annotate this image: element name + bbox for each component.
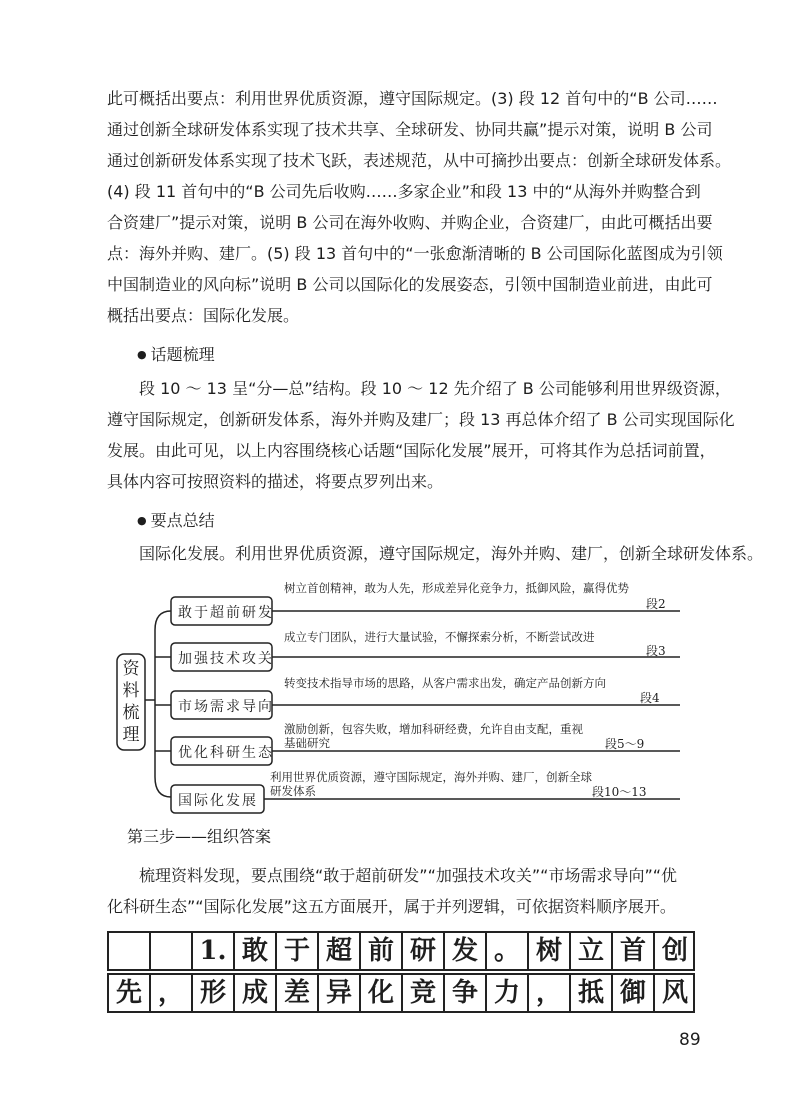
text-line: 段 10 ～ 13 呈“分—总”结构。段 10 ～ 12 先介绍了 B 公司能够利用世界级资源， [139,379,731,398]
branch-segment: 段2 [646,597,666,611]
branch-segment: 段10～13 [592,785,647,799]
text-line: 此可概括出要点：利用世界优质资源，遵守国际规定。(3) 段 12 首句中的“B 公司…… [107,89,718,108]
branch-desc: 树立首创精神，敢为人先，形成差异化竞争力，抵御风险，赢得优势 [284,581,629,595]
root-char: 理 [122,725,140,745]
branch-label: 国际化发展 [178,793,258,809]
step3-paragraph [107,860,697,922]
grid-cell: 化 [359,973,401,1013]
grid-cell: 1. [191,931,233,971]
root-char: 资 [122,659,140,679]
text-line: 概括出要点：国际化发展。 [107,306,300,325]
grid-cell: 御 [611,973,653,1013]
grid-cell: 力 [485,973,527,1013]
text-line: 发展。由此可见，以上内容围绕核心话题“国际化发展”展开，可将其作为总括词前置， [107,441,716,460]
answer-grid-row [107,931,695,971]
grid-cell: 先 [107,973,149,1013]
grid-cell: 形 [191,973,233,1013]
grid-cell: 成 [233,973,275,1013]
root-char: 梳 [122,703,140,723]
branch-segment: 段4 [640,691,660,705]
grid-cell: 于 [275,931,317,971]
summary-text: 国际化发展。利用世界优质资源，遵守国际规定，海外并购、建厂，创新全球研发体系。 [139,544,764,563]
branch-segment: 段3 [646,644,666,658]
branch-label: 加强技术攻关 [178,651,274,667]
grid-cell: 研 [401,931,443,971]
grid-cell: 抵 [569,973,611,1013]
topic-heading-text: 话题梳理 [150,345,215,364]
connector-bracket [155,611,171,797]
grid-cell: 立 [569,931,611,971]
grid-cell: 前 [359,931,401,971]
text-line: 遵守国际规定，创新研发体系，海外并购及建厂；段 13 再总体介绍了 B 公司实现国际化 [107,410,735,429]
grid-cell: 竞 [401,973,443,1013]
grid-cell: 风 [653,973,695,1013]
branch-label: 敢于超前研发 [178,605,274,621]
text-line: 具体内容可按照资料的描述，将要点罗列出来。 [107,472,444,491]
branch-desc: 利用世界优质资源，遵守国际规定，海外并购、建厂，创新全球研发体系 [270,770,592,798]
grid-cell: 差 [275,973,317,1013]
mind-map-root [121,658,141,746]
text-line: 中国制造业的风向标”说明 B 公司以国际化的发展姿态，引领中国制造业前进，由此可 [107,275,713,294]
branch-segment: 段5～9 [605,737,645,751]
step3-title: 第三步——组织答案 [127,827,272,846]
grid-cell: 争 [443,973,485,1013]
page-number: 89 [679,1030,701,1050]
grid-cell: ， [149,973,191,1013]
root-char: 料 [122,681,140,701]
text-line: 合资建厂”提示对策，说明 B 公司在海外收购、并购企业，合资建厂，由此可概括出要 [107,213,713,232]
grid-cell: ， [527,973,569,1013]
grid-cell [107,931,149,971]
branch-desc: 激励创新，包容失败，增加科研经费，允许自由支配，重视基础研究 [284,722,583,750]
bullet-icon: ● [137,348,147,361]
grid-cell: 异 [317,973,359,1013]
branch-label: 优化科研生态 [178,745,274,761]
grid-cell: 。 [485,931,527,971]
grid-cell: 超 [317,931,359,971]
grid-cell: 树 [527,931,569,971]
grid-cell: 敢 [233,931,275,971]
grid-cell: 创 [653,931,695,971]
text-line: 通过创新全球研发体系实现了技术共享、全球研发、协同共赢”提示对策，说明 B 公司 [107,120,713,139]
text-line: 梳理资料发现，要点围绕“敢于超前研发”“加强技术攻关”“市场需求导向”“优 [139,866,678,885]
text-line: 点：海外并购、建厂。(5) 段 13 首句中的“一张愈渐清晰的 B 公司国际化蓝图成为引领 [107,244,723,263]
branch-desc: 转变技术指导市场的思路，从客户需求出发，确定产品创新方向 [284,676,606,690]
grid-cell [149,931,191,971]
branch-desc: 成立专门团队，进行大量试验，不懈探索分析，不断尝试改进 [284,630,595,644]
bullet-icon: ● [137,514,147,527]
answer-grid-row [107,973,695,1013]
grid-cell: 首 [611,931,653,971]
grid-cell: 发 [443,931,485,971]
branch-label: 市场需求导向 [178,699,274,715]
text-line: 通过创新研发体系实现了技术飞跃，表述规范，从中可摘抄出要点：创新全球研发体系。 [107,151,732,170]
text-line: 化科研生态”“国际化发展”这五方面展开，属于并列逻辑，可依据资料顺序展开。 [107,897,676,916]
summary-heading-text: 要点总结 [150,511,215,530]
text-line: (4) 段 11 首句中的“B 公司先后收购……多家企业”和段 13 中的“从海外并购整合到 [107,182,701,201]
